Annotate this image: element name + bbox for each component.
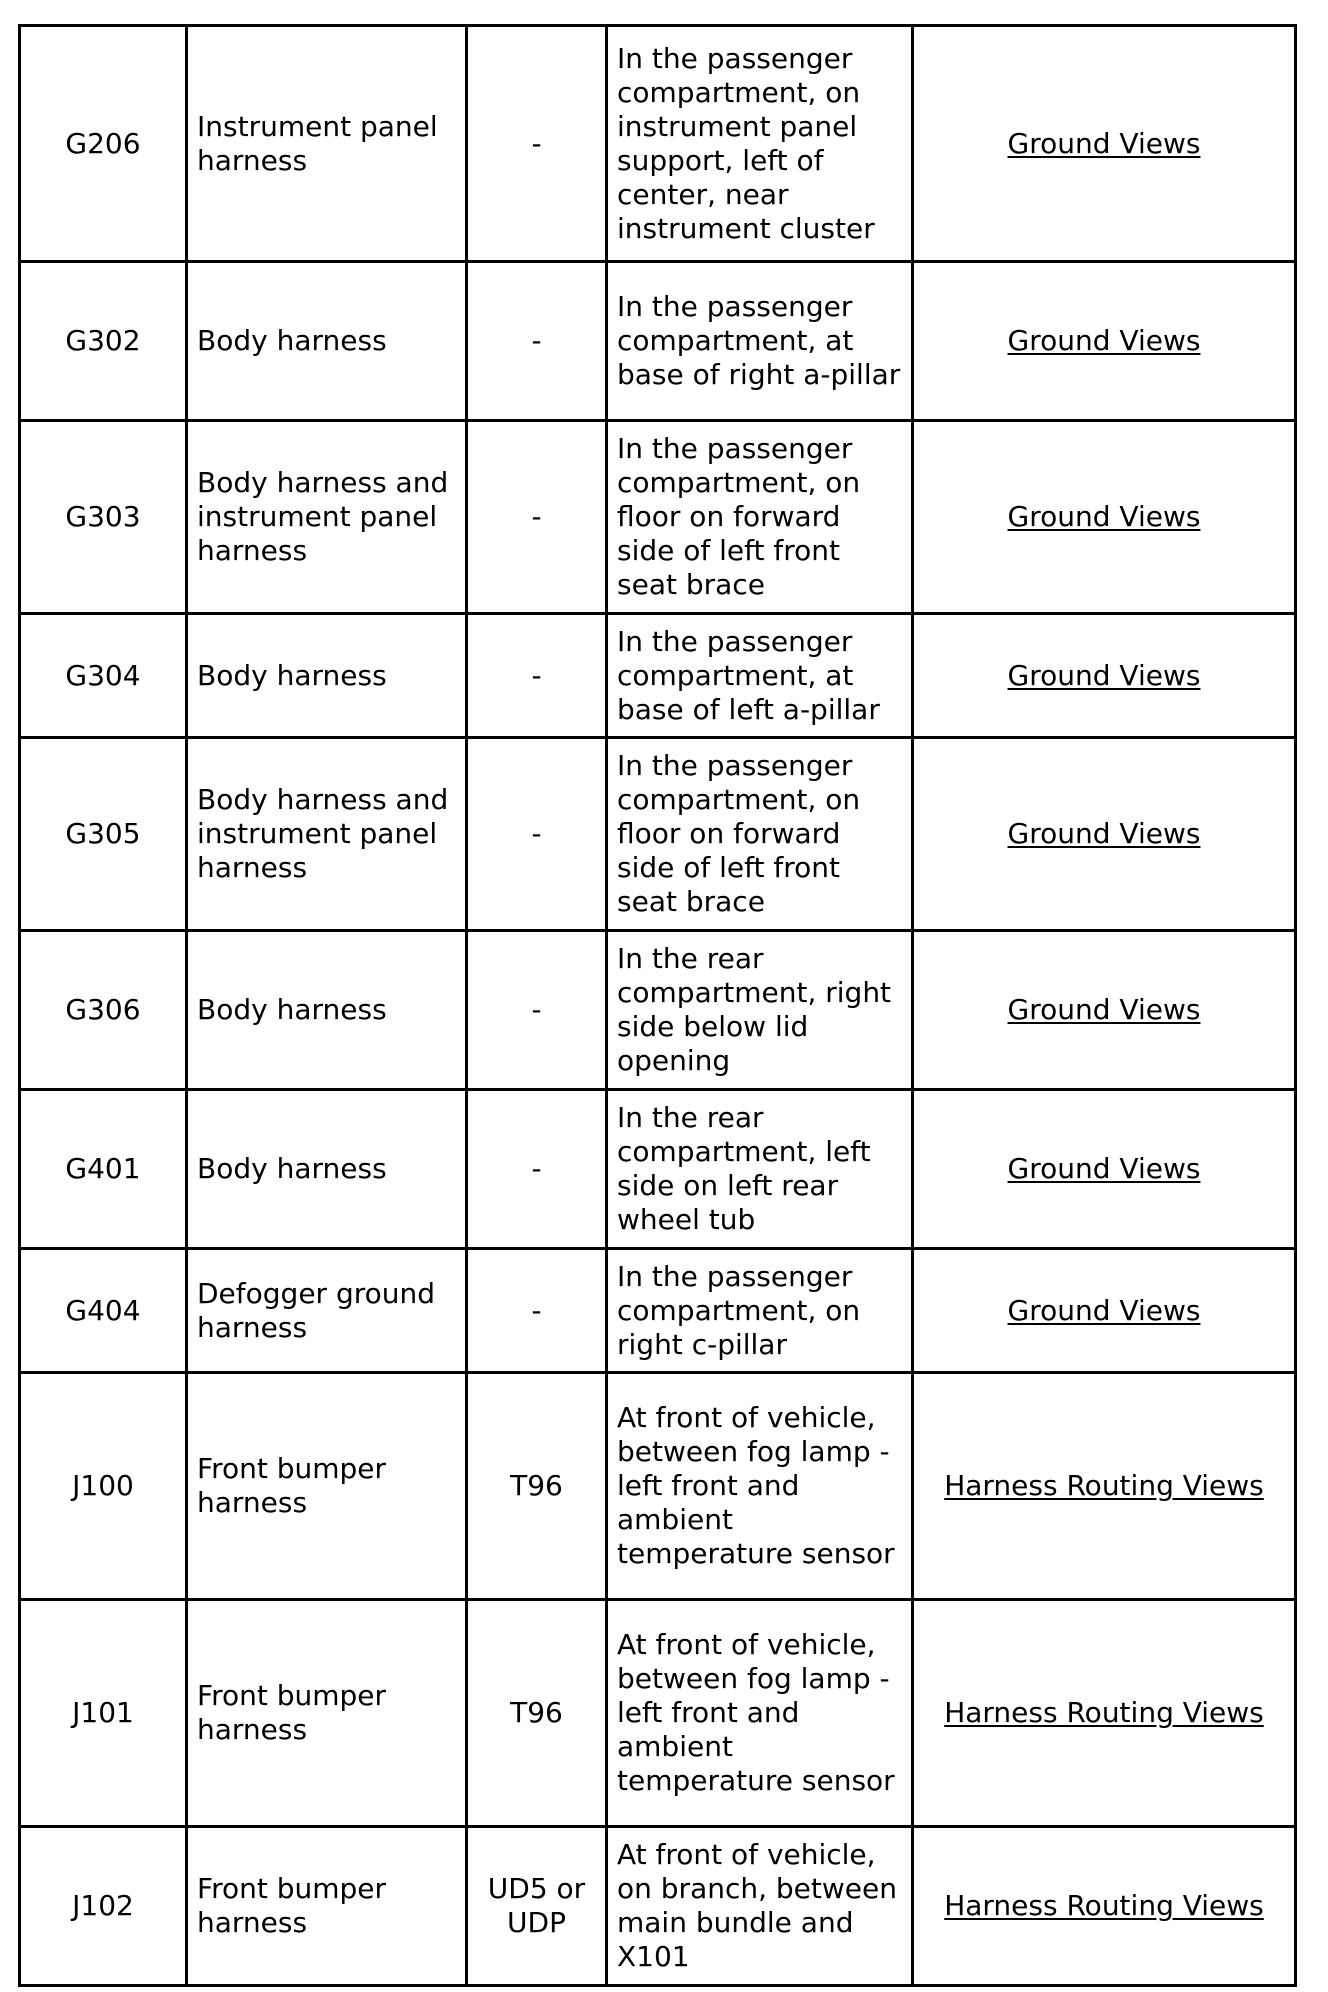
location-description: At front of vehicle, between fog lamp - left front and ambient temperature sensor bbox=[607, 1373, 913, 1600]
harness-routing-views-link[interactable]: Harness Routing Views bbox=[944, 1696, 1264, 1729]
location-description: In the passenger compartment, on right c-pillar bbox=[607, 1249, 913, 1373]
table-row bbox=[20, 262, 1296, 421]
table-row bbox=[20, 614, 1296, 738]
connector-value: - bbox=[467, 931, 607, 1090]
connector-value: - bbox=[467, 1090, 607, 1249]
connector-value: T96 bbox=[467, 1373, 607, 1600]
table-row bbox=[20, 421, 1296, 614]
ground-views-link[interactable]: Ground Views bbox=[1007, 817, 1201, 850]
view-cell bbox=[913, 262, 1296, 421]
component-id: J101 bbox=[20, 1600, 187, 1827]
ground-views-link[interactable]: Ground Views bbox=[1007, 500, 1201, 533]
component-id: G401 bbox=[20, 1090, 187, 1249]
table-row bbox=[20, 738, 1296, 931]
harness-name: Instrument panel harness bbox=[187, 26, 467, 262]
table-row bbox=[20, 1249, 1296, 1373]
harness-name: Front bumper harness bbox=[187, 1373, 467, 1600]
ground-views-link[interactable]: Ground Views bbox=[1007, 324, 1201, 357]
connector-value: - bbox=[467, 614, 607, 738]
component-id: J100 bbox=[20, 1373, 187, 1600]
view-cell bbox=[913, 1249, 1296, 1373]
connector-value: - bbox=[467, 262, 607, 421]
harness-name: Body harness and instrument panel harness bbox=[187, 738, 467, 931]
connector-value: - bbox=[467, 738, 607, 931]
location-description: In the rear compartment, left side on left rear wheel tub bbox=[607, 1090, 913, 1249]
location-description: In the passenger compartment, at base of left a-pillar bbox=[607, 614, 913, 738]
component-id: J102 bbox=[20, 1827, 187, 1986]
location-description: In the passenger compartment, on floor on forward side of left front seat brace bbox=[607, 421, 913, 614]
location-description: In the passenger compartment, at base of right a-pillar bbox=[607, 262, 913, 421]
table-row bbox=[20, 1600, 1296, 1827]
table-row bbox=[20, 931, 1296, 1090]
location-description: At front of vehicle, on branch, between main bundle and X101 bbox=[607, 1827, 913, 1986]
harness-routing-views-link[interactable]: Harness Routing Views bbox=[944, 1889, 1264, 1922]
connector-value: T96 bbox=[467, 1600, 607, 1827]
view-cell bbox=[913, 1827, 1296, 1986]
connector-value: - bbox=[467, 26, 607, 262]
table-row bbox=[20, 1373, 1296, 1600]
view-cell bbox=[913, 931, 1296, 1090]
view-cell bbox=[913, 1373, 1296, 1600]
table-row bbox=[20, 1827, 1296, 1986]
component-id: G304 bbox=[20, 614, 187, 738]
location-description: In the passenger compartment, on floor on forward side of left front seat brace bbox=[607, 738, 913, 931]
harness-name: Body harness bbox=[187, 1090, 467, 1249]
location-description: In the passenger compartment, on instrument panel support, left of center, near instrument cluster bbox=[607, 26, 913, 262]
view-cell bbox=[913, 738, 1296, 931]
harness-name: Defogger ground harness bbox=[187, 1249, 467, 1373]
ground-views-link[interactable]: Ground Views bbox=[1007, 993, 1201, 1026]
component-id: G305 bbox=[20, 738, 187, 931]
ground-views-link[interactable]: Ground Views bbox=[1007, 1152, 1201, 1185]
harness-name: Front bumper harness bbox=[187, 1827, 467, 1986]
harness-name: Body harness bbox=[187, 614, 467, 738]
ground-views-link[interactable]: Ground Views bbox=[1007, 126, 1201, 160]
component-id: G206 bbox=[20, 26, 187, 262]
harness-name: Body harness bbox=[187, 931, 467, 1090]
view-cell bbox=[913, 614, 1296, 738]
view-cell bbox=[913, 26, 1296, 262]
location-description: In the rear compartment, right side below lid opening bbox=[607, 931, 913, 1090]
component-id: G306 bbox=[20, 931, 187, 1090]
connector-value: UD5 or UDP bbox=[467, 1827, 607, 1986]
table-row bbox=[20, 26, 1296, 262]
connector-value: - bbox=[467, 421, 607, 614]
harness-name: Body harness and instrument panel harness bbox=[187, 421, 467, 614]
view-cell bbox=[913, 1600, 1296, 1827]
connector-value: - bbox=[467, 1249, 607, 1373]
location-description: At front of vehicle, between fog lamp - left front and ambient temperature sensor bbox=[607, 1600, 913, 1827]
harness-name: Front bumper harness bbox=[187, 1600, 467, 1827]
ground-views-link[interactable]: Ground Views bbox=[1007, 658, 1201, 692]
component-id: G303 bbox=[20, 421, 187, 614]
harness-name: Body harness bbox=[187, 262, 467, 421]
component-id: G404 bbox=[20, 1249, 187, 1373]
component-id: G302 bbox=[20, 262, 187, 421]
ground-views-link[interactable]: Ground Views bbox=[1007, 1293, 1201, 1327]
harness-routing-views-link[interactable]: Harness Routing Views bbox=[944, 1469, 1264, 1502]
ground-splice-table bbox=[18, 24, 1297, 1987]
table-row bbox=[20, 1090, 1296, 1249]
view-cell bbox=[913, 421, 1296, 614]
view-cell bbox=[913, 1090, 1296, 1249]
